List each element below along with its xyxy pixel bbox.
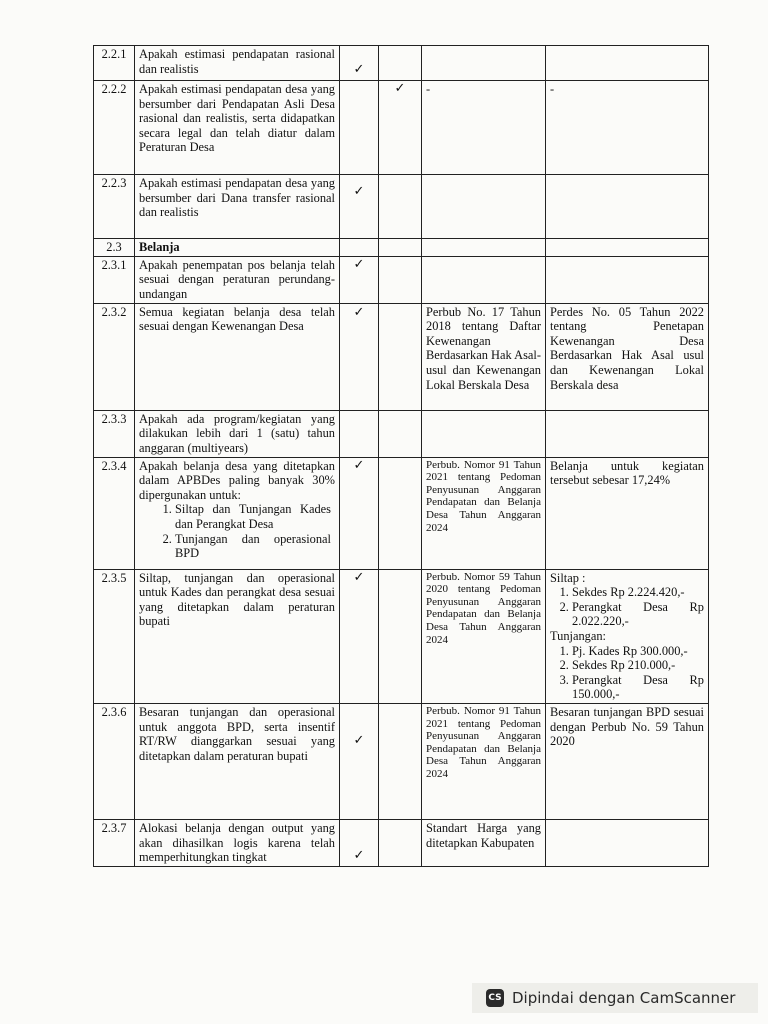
table-row [94,569,709,703]
row-note: Perdes No. 05 Tahun 2022 tentang Penetapan Kewenangan Desa Berdasarkan Hak Asal usul dan Kewenangan Lokal Berskala desa [546,303,709,410]
table-row [94,819,709,866]
row-number: 2.3.5 [94,569,135,703]
note-heading: Tunjangan: [550,628,606,643]
row-question: Alokasi belanja dengan output yang akan dihasilkan logis karena telah memperhitungkan tingkat [135,819,340,866]
row-note: Besaran tunjangan BPD sesuai dengan Perbub No. 59 Tahun 2020 [546,703,709,819]
empty-cell [379,303,422,410]
table-row [94,81,709,175]
section-row [94,239,709,257]
table-row [94,256,709,303]
note-list [550,585,704,629]
row-number: 2.3.6 [94,703,135,819]
table-row [94,303,709,410]
row-reference [422,256,546,303]
row-reference: Standart Harga yang ditetapkan Kabupaten [422,819,546,866]
row-number: 2.3.4 [94,457,135,569]
list-item: 2. Perangkat Desa Rp 2.022.220,- [572,600,704,629]
check-mark-icon: ✓ [340,569,379,703]
row-note [546,256,709,303]
row-number: 2.3.3 [94,410,135,457]
row-question: Besaran tunjangan dan operasional untuk anggota BPD, serta insentif RT/RW dianggarkan sesuai yang ditetapkan dalam peraturan bupati [135,703,340,819]
empty-cell [340,410,379,457]
empty-cell [379,256,422,303]
section-title: Belanja [135,239,340,257]
check-mark-icon: ✓ [340,175,379,239]
audit-table [93,45,709,867]
row-question: Apakah belanja desa yang ditetapkan dalam APBDes paling banyak 30% dipergunakan untuk: [139,458,335,502]
row-reference: Perbub No. 17 Tahun 2018 tentang Daftar Kewenangan Berdasarkan Hak Asal-usul dan Kewenangan Lokal Berskala Desa [422,303,546,410]
row-question: Semua kegiatan belanja desa telah sesuai dengan Kewenangan Desa [135,303,340,410]
note-heading: Siltap : [550,570,586,585]
row-question-cell [135,457,340,569]
watermark-text: Dipindai dengan CamScanner [512,989,736,1007]
row-question: Apakah estimasi pendapatan desa yang bersumber dari Dana transfer rasional dan realistis [135,175,340,239]
row-note-cell [546,569,709,703]
row-reference: Perbub. Nomor 59 Tahun 2020 tentang Pedoman Penyusunan Anggaran Pendapatan dan Belanja Desa Tahun Anggaran 2024 [422,569,546,703]
row-question: Apakah estimasi pendapatan desa yang bersumber dari Pendapatan Asli Desa rasional dan realistis, serta didapatkan secara legal dan telah diatur dalam Peraturan Desa [135,81,340,175]
row-number: 2.3.2 [94,303,135,410]
row-note [546,46,709,81]
row-note [546,410,709,457]
camscanner-logo-icon: CS [486,989,504,1007]
empty-cell [546,239,709,257]
table-row [94,703,709,819]
row-note [546,175,709,239]
row-note: - [546,81,709,175]
row-number: 2.3.1 [94,256,135,303]
list-item: 2. Tunjangan dan operasional BPD [175,532,331,561]
list-item: 1. Siltap dan Tunjangan Kades dan Perangkat Desa [175,502,331,531]
row-note [546,819,709,866]
row-reference [422,46,546,81]
empty-cell [379,410,422,457]
empty-cell [379,569,422,703]
list-item: 1. Pj. Kades Rp 300.000,- [572,644,704,659]
empty-cell [379,46,422,81]
empty-cell [379,819,422,866]
check-mark-icon: ✓ [340,703,379,819]
question-list [139,502,331,560]
table-row [94,46,709,81]
empty-cell [422,239,546,257]
empty-cell [379,457,422,569]
row-reference: Perbub. Nomor 91 Tahun 2021 tentang Pedoman Penyusunan Anggaran Pendapatan dan Belanja Desa Tahun Anggaran 2024 [422,457,546,569]
row-reference: - [422,81,546,175]
row-number: 2.2.2 [94,81,135,175]
row-question: Apakah ada program/kegiatan yang dilakukan lebih dari 1 (satu) tahun anggaran (multiyears) [135,410,340,457]
list-item: 3. Perangkat Desa Rp 150.000,- [572,673,704,702]
table-row [94,410,709,457]
empty-cell [379,703,422,819]
note-list [550,644,704,702]
camscanner-watermark [472,983,758,1013]
row-note: Belanja untuk kegiatan tersebut sebesar 17,24% [546,457,709,569]
check-mark-icon: ✓ [340,819,379,866]
row-number: 2.3.7 [94,819,135,866]
row-number: 2.2.1 [94,46,135,81]
check-mark-icon: ✓ [340,457,379,569]
list-item: 2. Sekdes Rp 210.000,- [572,658,704,673]
list-item: 1. Sekdes Rp 2.224.420,- [572,585,704,600]
row-question: Apakah penempatan pos belanja telah sesuai dengan peraturan perundang-undangan [135,256,340,303]
check-mark-icon: ✓ [340,303,379,410]
empty-cell [340,81,379,175]
check-mark-icon: ✓ [340,256,379,303]
row-question: Apakah estimasi pendapatan rasional dan realistis [135,46,340,81]
empty-cell [379,239,422,257]
row-reference [422,410,546,457]
row-number: 2.2.3 [94,175,135,239]
table-row [94,175,709,239]
row-reference [422,175,546,239]
check-mark-icon: ✓ [379,81,422,175]
empty-cell [379,175,422,239]
section-number: 2.3 [94,239,135,257]
row-question: Siltap, tunjangan dan operasional untuk Kades dan perangkat desa sesuai yang ditetapkan dalam peraturan bupati [135,569,340,703]
check-mark-icon: ✓ [340,46,379,81]
row-reference: Perbub. Nomor 91 Tahun 2021 tentang Pedoman Penyusunan Anggaran Pendapatan dan Belanja Desa Tahun Anggaran 2024 [422,703,546,819]
table-row [94,457,709,569]
empty-cell [340,239,379,257]
